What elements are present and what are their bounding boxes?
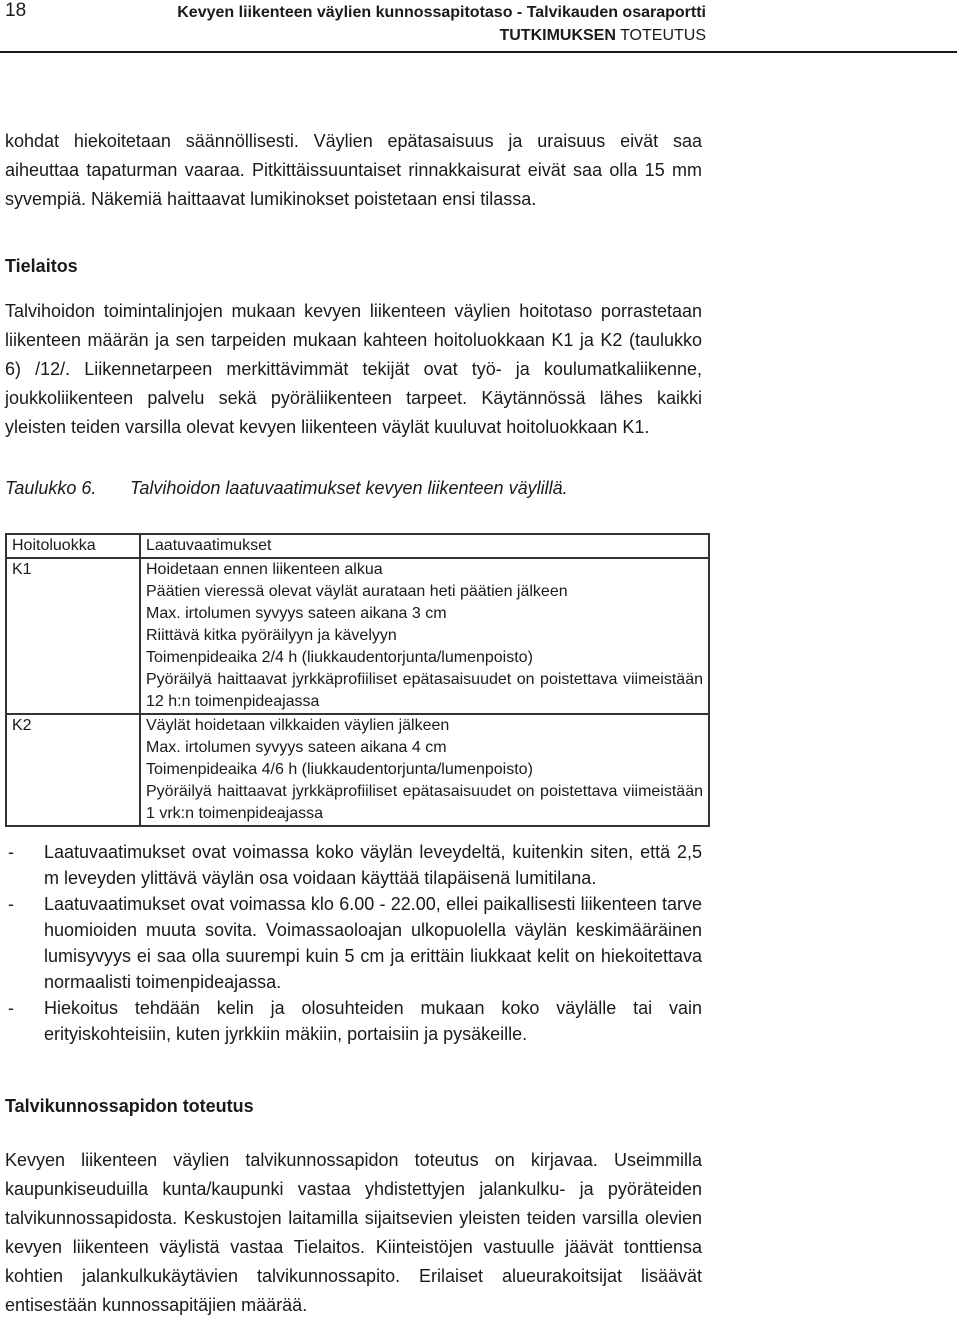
running-head <box>177 1 706 47</box>
page-number: 18 <box>5 0 27 21</box>
table-header-requirements: Laatuvaatimukset <box>140 534 709 558</box>
table-cell-requirements <box>140 558 709 714</box>
list-item-text: Hiekoitus tehdään kelin ja olosuhteiden mukaan koko väylälle tai vain erityiskohteisiin, kuten jyrkkiin mäkiin, portaisiin ja pysäkeille. <box>44 998 702 1044</box>
table-caption-number: Taulukko 6. <box>5 478 97 498</box>
table-header-class: Hoitoluokka <box>6 534 140 558</box>
table-row-k2 <box>6 714 709 826</box>
table-caption-text: Talvihoidon laatuvaatimukset kevyen liikenteen väylillä. <box>130 478 568 498</box>
section-heading-tielaitos: Tielaitos <box>5 256 78 276</box>
list-item <box>5 995 702 1047</box>
list-item-text: Laatuvaatimukset ovat voimassa klo 6.00 - 22.00, ellei paikallisesti liikenteen tarve huomioiden muuta sovita. Voimassaoloajan ulkopuolella väylän keskimääräinen lumisyvyys ei saa olla suurempi kuin 5 cm ja erittäin liukkaat kelit on hiekoitettava normaalisti toimenpideajassa. <box>44 894 702 992</box>
requirement-line: Max. irtolumen syvyys sateen aikana 3 cm <box>146 605 447 622</box>
quality-requirements-table <box>5 533 710 827</box>
requirement-line: Hoidetaan ennen liikenteen alkua <box>146 561 383 578</box>
table-caption <box>5 478 568 499</box>
table-cell-class: K2 <box>6 714 140 826</box>
requirement-line: Pyöräilyä haittaavat jyrkkäprofiiliset epätasaisuudet on poistettava viimeistään 12 h:n toimenpideajassa <box>146 671 703 710</box>
list-item <box>5 839 702 891</box>
dash-marker: - <box>8 842 14 862</box>
running-head-title: Kevyen liikenteen väylien kunnossapitotaso - Talvikauden osaraportti <box>177 4 706 21</box>
intro-paragraph: kohdat hiekoitetaan säännöllisesti. Väylien epätasaisuus ja uraisuus eivät saa aiheuttaa tapaturman vaaraa. Pitkittäissuuntaiset rinnakkaisurat eivät saa olla 15 mm syvempiä. Näkemiä haittaavat lumikinokset poistetaan ensi tilassa. <box>5 131 702 209</box>
list-item-text: Laatuvaatimukset ovat voimassa koko väylän leveydeltä, kuitenkin siten, että 2,5 m leveyden ylittävä väylän osa voidaan käyttää tilapäisenä lumitilana. <box>44 842 702 888</box>
requirement-line: Toimenpideaika 2/4 h (liukkaudentorjunta/lumenpoisto) <box>146 649 533 666</box>
list-item <box>5 891 702 995</box>
toteutus-paragraph: Kevyen liikenteen väylien talvikunnossapidon toteutus on kirjavaa. Useimmilla kaupunkiseuduilla kunta/kaupunki vastaa yhdistettyjen jalankulku- ja pyöräteiden talvikunnossapidosta. Keskustojen laitamilla sijaitsevien yleisten teiden varsilla olevien kevyen liikenteen väylistä vastaa Tielaitos. Kiinteistöjen vastuulle jäävät tonttiensa kohtien jalankulkukäytävien talvikunnossapito. Erilaiset alueurakoitsijat lisäävät entisestään kunnossapitäjien määrää. <box>5 1150 702 1315</box>
dash-marker: - <box>8 998 14 1018</box>
running-head-section-rest: TOTEUTUS <box>615 27 706 44</box>
table-cell-requirements <box>140 714 709 826</box>
header-rule <box>0 51 957 53</box>
tielaitos-paragraph: Talvihoidon toimintalinjojen mukaan kevyen liikenteen väylien hoitotaso porrastetaan liikenteen määrän ja sen tarpeiden mukaan kahteen hoitoluokkaan K1 ja K2 (taulukko 6) /12/. Liikennetarpeen merkittävimmät tekijät ovat työ- ja koulumatkaliikenne, joukkoliikenteen palvelu sekä pyöräliikenteen tarpeet. Käytännössä lähes kaikki yleisten teiden varsilla olevat kevyen liikenteen väylät kuuluvat hoitoluokkaan K1. <box>5 301 702 437</box>
table-cell-class: K1 <box>6 558 140 714</box>
dash-marker: - <box>8 894 14 914</box>
section-heading-toteutus: Talvikunnossapidon toteutus <box>5 1096 254 1116</box>
table-row-k1 <box>6 558 709 714</box>
table-header-row <box>6 534 709 558</box>
notes-list <box>5 839 702 1047</box>
running-head-section <box>177 24 706 47</box>
requirement-line: Pyöräilyä haittaavat jyrkkäprofiiliset epätasaisuudet on poistettava viimeistään 1 vrk:n toimenpideajassa <box>146 783 703 822</box>
requirement-line: Max. irtolumen syvyys sateen aikana 4 cm <box>146 739 447 756</box>
requirement-line: Riittävä kitka pyöräilyyn ja kävelyyn <box>146 627 397 644</box>
requirement-line: Päätien vieressä olevat väylät aurataan heti päätien jälkeen <box>146 583 568 600</box>
requirement-line: Toimenpideaika 4/6 h (liukkaudentorjunta/lumenpoisto) <box>146 761 533 778</box>
requirement-line: Väylät hoidetaan vilkkaiden väylien jälkeen <box>146 717 450 734</box>
running-head-section-bold: TUTKIMUKSEN <box>499 27 616 44</box>
